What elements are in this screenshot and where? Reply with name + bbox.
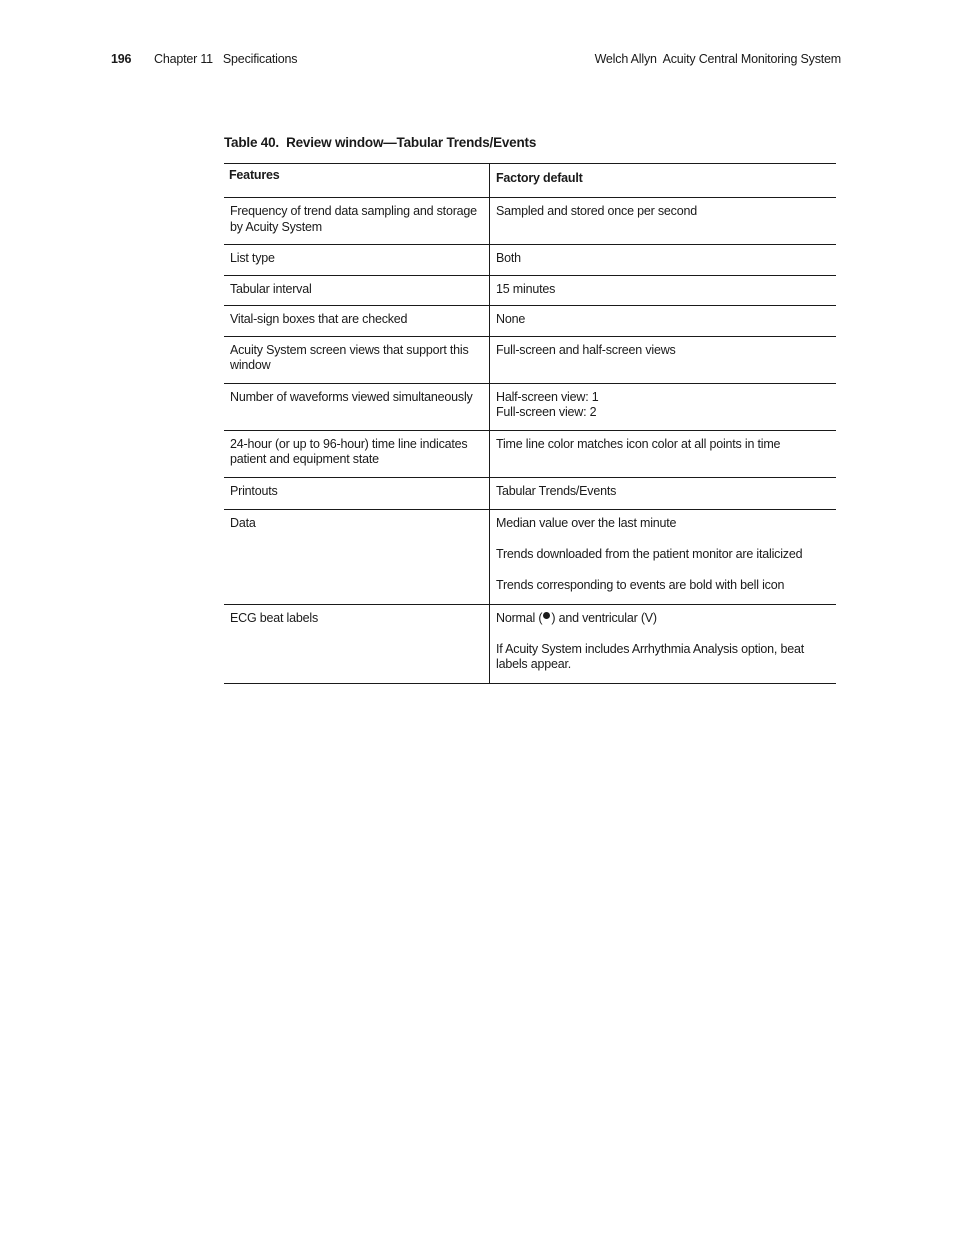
feature-cell: Printouts: [224, 477, 490, 509]
column-header-factory-default: Factory default: [490, 164, 837, 198]
table-row: [224, 477, 836, 509]
feature-cell: Data: [224, 509, 490, 604]
feature-cell: Vital-sign boxes that are checked: [224, 306, 490, 337]
chapter-number: Chapter 11: [154, 52, 213, 66]
default-cell: Time line color matches icon color at all points in time: [490, 430, 837, 477]
specification-table: [224, 163, 836, 684]
table-row: [224, 275, 836, 306]
table-row: [224, 383, 836, 430]
column-header-features: Features: [224, 164, 490, 198]
default-cell: Sampled and stored once per second: [490, 198, 837, 245]
product-name: Welch Allyn Acuity Central Monitoring System: [594, 52, 841, 66]
section-name: Specifications: [222, 52, 298, 66]
default-cell: Both: [490, 245, 837, 276]
chapter-label: [154, 52, 297, 66]
default-cell: None: [490, 306, 837, 337]
table-row: [224, 336, 836, 383]
page-header: [0, 52, 954, 70]
table-row: [224, 306, 836, 337]
table-caption: Table 40. Review window—Tabular Trends/Events: [224, 135, 537, 150]
table-row: [224, 198, 836, 245]
page-number: 196: [111, 52, 132, 66]
feature-cell: Acuity System screen views that support this window: [224, 336, 490, 383]
feature-cell: ECG beat labels: [224, 604, 490, 683]
default-cell: Full-screen and half-screen views: [490, 336, 837, 383]
normal-beat-dot-icon: [543, 612, 550, 619]
table-header-row: [224, 164, 836, 198]
feature-cell: Tabular interval: [224, 275, 490, 306]
feature-cell: List type: [224, 245, 490, 276]
default-cell: Median value over the last minute Trends downloaded from the patient monitor are italicized Trends corresponding to events are bold with bell icon: [490, 509, 837, 604]
table-row: [224, 604, 836, 683]
default-cell: Normal ( ) and ventricular (V) If Acuity System includes Arrhythmia Analysis option, beat labels appear.: [490, 604, 837, 683]
feature-cell: Frequency of trend data sampling and storage by Acuity System: [224, 198, 490, 245]
default-cell: 15 minutes: [490, 275, 837, 306]
table-row: [224, 245, 836, 276]
feature-cell: Number of waveforms viewed simultaneously: [224, 383, 490, 430]
default-cell: Tabular Trends/Events: [490, 477, 837, 509]
feature-cell: 24-hour (or up to 96-hour) time line indicates patient and equipment state: [224, 430, 490, 477]
table-row: [224, 509, 836, 604]
table-row: [224, 430, 836, 477]
default-cell: Half-screen view: 1 Full-screen view: 2: [490, 383, 837, 430]
